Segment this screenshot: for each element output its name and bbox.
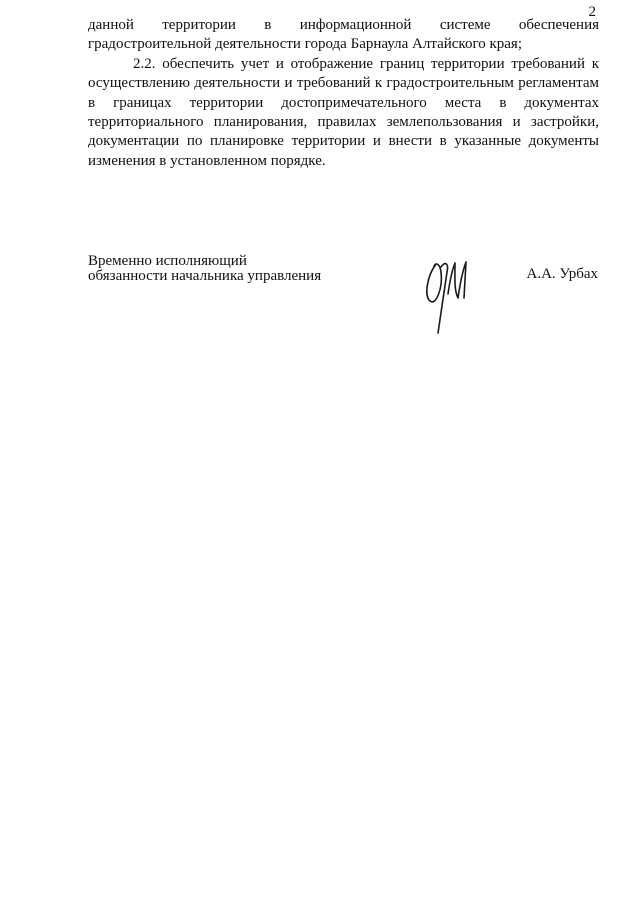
handwritten-signature-icon (422, 254, 478, 336)
body-text (88, 16, 599, 171)
signer-name: А.А. Урбах (526, 266, 598, 282)
paragraph-continuation: данной территории в информационной системе обеспечения градостроительной деятельности города Барнаула Алтайского края; (88, 17, 599, 53)
signatory-position (88, 254, 388, 284)
position-line-2: обязанности начальника управления (88, 268, 322, 284)
paragraph-2-2: 2.2. обеспечить учет и отображение границ территории требований к осуществлению деятельности и требований к градостроительным регламентам в границах территории достопримечательного места в документах территориального планирования, правилах землепользования и застройки, документации по планировке территории и внести в указанные документы изменения в установленном порядке. (88, 55, 599, 169)
page-number: 2 (588, 4, 596, 20)
position-line-1: Временно исполняющий (88, 253, 247, 269)
